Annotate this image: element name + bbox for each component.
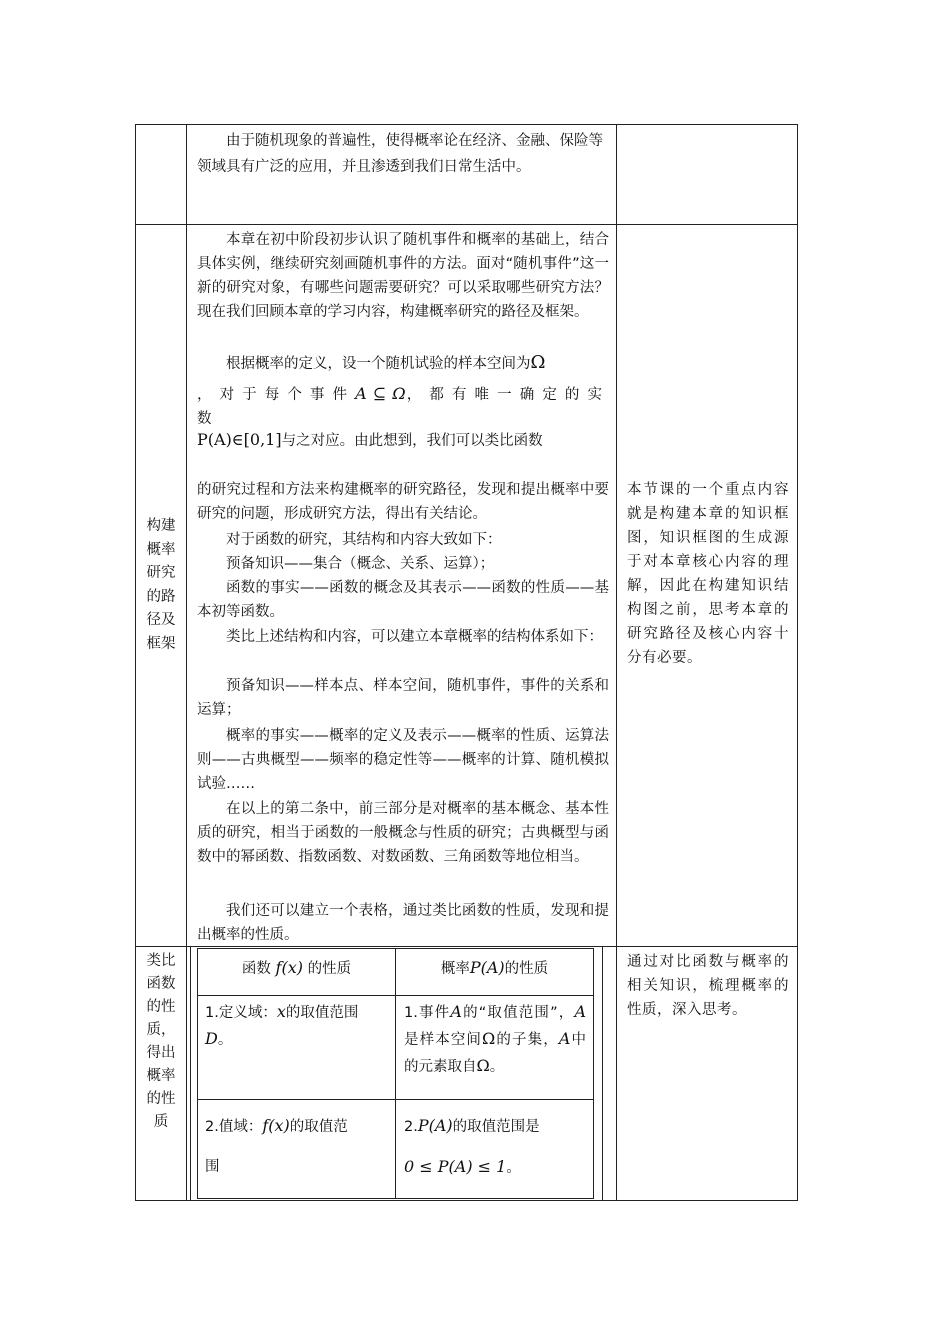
row2-para-2-line3: P(A)∈[0,1]与之对应。由此想到，我们可以类比函数	[197, 430, 543, 449]
table-border-left	[135, 124, 136, 1201]
table-col-divider-1	[186, 124, 187, 1201]
row2-label: 构建概率研究的路径及框架	[146, 518, 176, 652]
row2-para-1: 本章在初中阶段初步认识了随机事件和概率的基础上，结合具体实例，继续研究刻画随机事件的方法。面对“随机事件”这一新的研究对象，有哪些问题需要研究？可以采取哪些研究方法？现在我们回顾本章的学习内容，构建概率研究的路径及框架。	[197, 232, 609, 320]
table-border-bottom	[135, 1200, 798, 1201]
row2-para-2-line1: 根据概率的定义，设一个随机试验的样本空间为Ω	[226, 352, 546, 373]
row2-para-7: 预备知识——样本点、样本空间，随机事件，事件的关系和运算；	[197, 678, 609, 718]
row2-para-3: 对于函数的研究，其结构和内容大致如下：	[226, 532, 502, 548]
inner-header-function: 函数 f(x) 的性质	[241, 958, 352, 977]
row2-para-6: 类比上述结构和内容，可以建立本章概率的结构体系如下：	[226, 629, 603, 645]
row2-para-5: 函数的事实——函数的概念及其表示——函数的性质——基本初等函数。	[197, 580, 609, 620]
row2-para-9: 在以上的第二条中，前三部分是对概率的基本概念、基本性质的研究，相当于函数的一般概念与性质的研究；古典概型与函数中的幂函数、指数函数、对数函数、三角函数等地位相当。	[197, 801, 609, 865]
inner-cell-event-range: 1.事件A的“取值范围”，A是样本空间Ω的子集，A中的元素取自Ω。	[404, 1002, 587, 1075]
inner-cell-prob-range: 2.P(A)的取值范围是 0 ≤ P(A) ≤ 1。	[404, 1116, 540, 1176]
inner-strip-left	[190, 946, 191, 1201]
inner-cell-range: 2.值域：f(x)的取值范 围	[205, 1116, 348, 1175]
row2-para-2-line2: ，对于每个事件A ⊆ Ω，都有唯一确定的实数	[197, 384, 609, 427]
row2-para-10: 我们还可以建立一个表格，通过类比函数的性质，发现和提出概率的性质。	[197, 903, 609, 943]
inner-header-probability: 概率P(A)的性质	[440, 958, 549, 977]
row3-note: 通过对比函数与概率的相关知识，梳理概率的性质，深入思考。	[627, 954, 789, 1018]
row2-para-8: 概率的事实——概率的定义及表示——概率的性质、运算法则——古典概型——频率的稳定性等——概率的计算、随机模拟试验……	[197, 728, 609, 792]
row3-label: 类比函数的性质，得出概率的性质	[146, 953, 176, 1130]
table-col-divider-2	[616, 124, 617, 1201]
row2-note: 本节课的一个重点内容就是构建本章的知识框图，知识框图的生成源于对本章核心内容的理解，因此在构建知识结构图之前，思考本章的研究路径及核心内容十分有必要。	[627, 482, 789, 666]
inner-cell-domain: 1.定义域：x的取值范围 D。	[205, 1002, 359, 1048]
table-row-divider-1	[135, 224, 798, 225]
table-border-top	[135, 124, 798, 125]
inner-table-right	[593, 948, 594, 1199]
table-border-right	[797, 124, 798, 1201]
row1-text: 由于随机现象的普遍性，使得概率论在经济、金融、保险等领域具有广泛的应用，并且渗透到我们日常生活中。	[197, 133, 603, 175]
row2-para-4: 预备知识——集合（概念、关系、运算）；	[226, 556, 495, 572]
inner-strip-right	[602, 946, 603, 1201]
row2-para-2-rest: 的研究过程和方法来构建概率的研究路径，发现和提出概率中要研究的问题，形成研究方法，得出有关结论。	[197, 482, 609, 522]
